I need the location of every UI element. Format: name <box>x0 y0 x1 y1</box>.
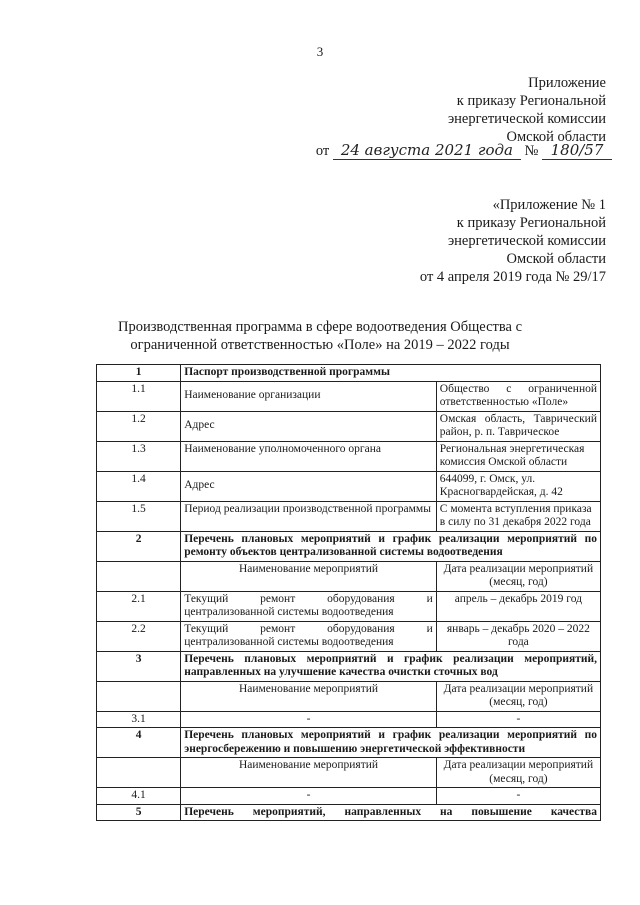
program-table <box>96 364 601 821</box>
row-number: 1.4 <box>97 471 181 501</box>
row-label: Адрес <box>181 471 437 501</box>
section-number: 2 <box>97 531 181 561</box>
row-label: Период реализации производственной программы <box>181 501 437 531</box>
section-number: 1 <box>97 365 181 382</box>
table-row <box>97 561 601 591</box>
appendix-line: Омской области <box>506 251 606 267</box>
column-header-name: Наименование мероприятий <box>181 758 437 788</box>
section-heading: Перечень плановых мероприятий и график реализации мероприятий по ремонту объектов централизованной системы водоотведения <box>181 531 601 561</box>
column-header-date: Дата реализации мероприятий (месяц, год) <box>436 681 600 711</box>
empty-cell <box>97 758 181 788</box>
row-value: С момента вступления приказа в силу по 31 декабря 2022 года <box>436 501 600 531</box>
row-number: 1.5 <box>97 501 181 531</box>
row-activity: Текущий ремонт оборудования и централизованной системы водоотведения <box>181 591 437 621</box>
row-value: Общество с ограниченной ответственностью «Поле» <box>436 381 600 411</box>
title-line: ограниченной ответственностью «Поле» на 2019 – 2022 годы <box>130 337 510 353</box>
table-row <box>97 365 601 382</box>
row-date: - <box>436 711 600 728</box>
section-heading: Перечень плановых мероприятий и график реализации мероприятий по энергосбережению и повышению энергетической эффективности <box>181 728 601 758</box>
appendix-line: «Приложение № 1 <box>492 197 606 213</box>
appendix-line: энергетической комиссии <box>447 233 606 249</box>
table-row <box>97 758 601 788</box>
table-row <box>97 471 601 501</box>
table-row <box>97 441 601 471</box>
table-row <box>97 728 601 758</box>
column-header-name: Наименование мероприятий <box>181 681 437 711</box>
table-row <box>97 411 601 441</box>
order-line <box>316 141 612 160</box>
row-value: 644099, г. Омск, ул. Красногвардейская, д. 42 <box>436 471 600 501</box>
page-number: 3 <box>316 44 324 59</box>
row-number: 3.1 <box>97 711 181 728</box>
column-header-name: Наименование мероприятий <box>181 561 437 591</box>
table-row <box>97 804 601 821</box>
row-value: Омская область, Таврический район, р. п. Таврическое <box>436 411 600 441</box>
section-number: 5 <box>97 804 181 821</box>
table-row <box>97 621 601 651</box>
appendix-header <box>448 74 606 146</box>
row-label: Адрес <box>181 411 437 441</box>
order-prefix: от <box>315 143 330 159</box>
empty-cell <box>97 681 181 711</box>
row-date: январь – декабрь 2020 – 2022 года <box>436 621 600 651</box>
handwritten-order-date: 24 августа 2021 года <box>333 141 521 160</box>
section-heading: Перечень плановых мероприятий и график реализации мероприятий, направленных на улучшение качества очистки сточных вод <box>181 651 601 681</box>
title-line: Производственная программа в сфере водоотведения Общества с <box>117 319 523 335</box>
row-number: 4.1 <box>97 788 181 805</box>
table-row <box>97 711 601 728</box>
row-activity: - <box>181 788 437 805</box>
section-heading: Перечень мероприятий, направленных на повышение качества <box>181 804 601 821</box>
row-number: 1.1 <box>97 381 181 411</box>
table-row <box>97 501 601 531</box>
row-number: 2.1 <box>97 591 181 621</box>
table-row <box>97 531 601 561</box>
row-number: 2.2 <box>97 621 181 651</box>
row-activity: Текущий ремонт оборудования и централизованной системы водоотведения <box>181 621 437 651</box>
appendix-line: к приказу Региональной <box>456 215 606 231</box>
appendix-previous <box>420 196 606 286</box>
appendix-line: к приказу Региональной <box>456 93 606 109</box>
appendix-line: Омской области <box>506 129 606 145</box>
appendix-line: энергетической комиссии <box>447 111 606 127</box>
row-value: Региональная энергетическая комиссия Омской области <box>436 441 600 471</box>
document-title <box>60 318 580 354</box>
row-number: 1.2 <box>97 411 181 441</box>
row-number: 1.3 <box>97 441 181 471</box>
row-activity: - <box>181 711 437 728</box>
section-heading: Паспорт производственной программы <box>181 365 601 382</box>
table-row <box>97 381 601 411</box>
column-header-date: Дата реализации мероприятий (месяц, год) <box>436 561 600 591</box>
empty-cell <box>97 561 181 591</box>
table-row <box>97 591 601 621</box>
row-label: Наименование уполномоченного органа <box>181 441 437 471</box>
table-row <box>97 681 601 711</box>
table-row <box>97 651 601 681</box>
table-row <box>97 788 601 805</box>
appendix-line: от 4 апреля 2019 года № 29/17 <box>419 269 606 285</box>
column-header-date: Дата реализации мероприятий (месяц, год) <box>436 758 600 788</box>
section-number: 4 <box>97 728 181 758</box>
appendix-line: Приложение <box>528 75 606 91</box>
row-date: апрель – декабрь 2019 год <box>436 591 600 621</box>
row-label: Наименование организации <box>181 381 437 411</box>
row-date: - <box>436 788 600 805</box>
section-number: 3 <box>97 651 181 681</box>
order-number-label: № <box>524 143 539 159</box>
handwritten-order-number: 180/57 <box>542 141 612 160</box>
